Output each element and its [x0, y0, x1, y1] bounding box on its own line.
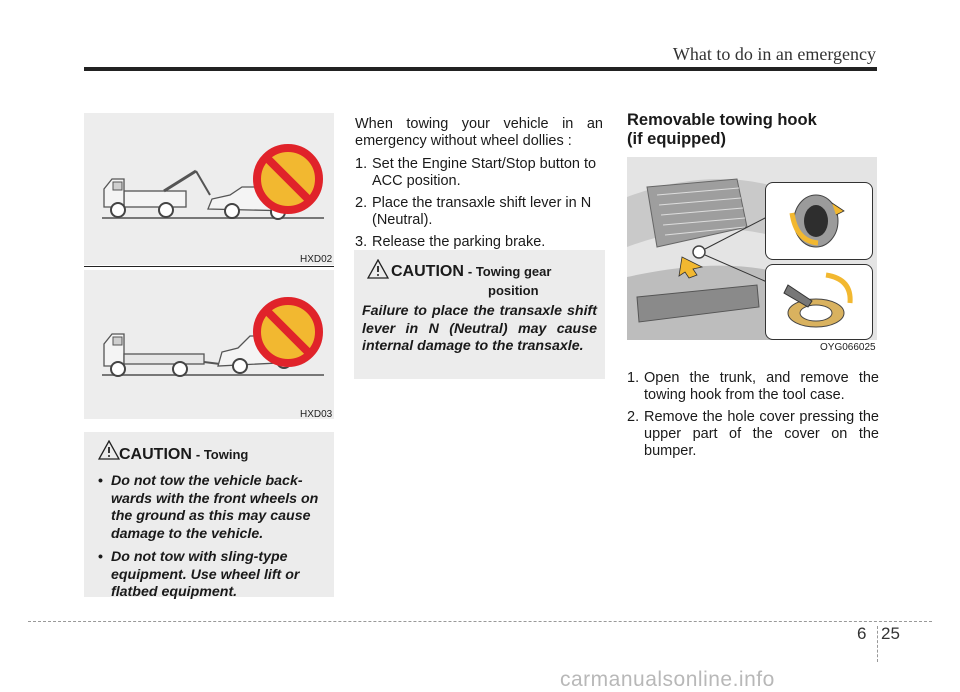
caution-title: CAUTION [391, 263, 464, 280]
caution-subtitle: - Towing [195, 447, 249, 462]
watermark: carmanualsonline.info [560, 668, 775, 691]
caution-subtitle-line2: position [488, 283, 539, 298]
middle-column [355, 116, 603, 256]
hook-cover-inset [765, 182, 873, 260]
list-item: 2. Place the transaxle shift lever in N (Neutral). [355, 195, 592, 228]
footer-rule [28, 621, 932, 622]
caution-bullet: • Do not tow the vehicle back-wards with the front wheels on the ground as this may cause damage to the vehicle. [92, 473, 324, 543]
caution-subtitle: - Towing gear [467, 264, 552, 279]
page-number-separator [877, 626, 878, 662]
caution-gear-text: Failure to place the transaxle shift lever in N (Neutral) may cause internal damage to the transaxle. [362, 303, 597, 354]
figure-wheel-lift-tow [84, 113, 334, 265]
section-heading: Removable towing hook (if equipped) [627, 111, 817, 148]
hook-install-inset [765, 264, 873, 340]
chapter-number: 6 [857, 624, 867, 643]
warning-icon [367, 259, 389, 279]
figure-label-hxd02: HXD02 [300, 254, 333, 265]
figure-divider [84, 266, 334, 267]
caution-bullet-list [92, 473, 324, 608]
prohibited-icon [252, 143, 324, 215]
towing-intro: When towing your vehicle in an emergency without wheel dollies : [355, 116, 603, 149]
hook-steps [627, 370, 879, 460]
figure-label-hxd03: HXD03 [300, 409, 333, 420]
caution-towing-box [84, 432, 334, 600]
prohibited-icon [252, 296, 324, 368]
header-title: What to do in an emergency [672, 44, 876, 64]
figure-label-oyg066025: OYG066025 [820, 342, 876, 353]
list-item: 2. Remove the hole cover pressing the upper part of the cover on the bumper. [627, 409, 879, 459]
list-item: 1. Set the Engine Start/Stop button to ACC position. [355, 156, 597, 189]
figure-towing-hook [627, 157, 877, 340]
right-column-steps [627, 370, 879, 465]
list-item: 1. Open the trunk, and remove the towing hook from the tool case. [627, 370, 879, 403]
figure-flatbed-tow [84, 270, 334, 419]
caution-gear-box [354, 250, 605, 379]
header-rule [84, 67, 877, 71]
towing-steps [355, 156, 603, 251]
caution-title: CAUTION [119, 446, 192, 463]
list-item: 3. Release the parking brake. [355, 234, 546, 250]
caution-bullet: • Do not tow with sling-type equipment. Use wheel lift or flatbed equipment. [92, 549, 324, 602]
warning-icon [98, 440, 120, 460]
page-number: 25 [881, 624, 900, 643]
